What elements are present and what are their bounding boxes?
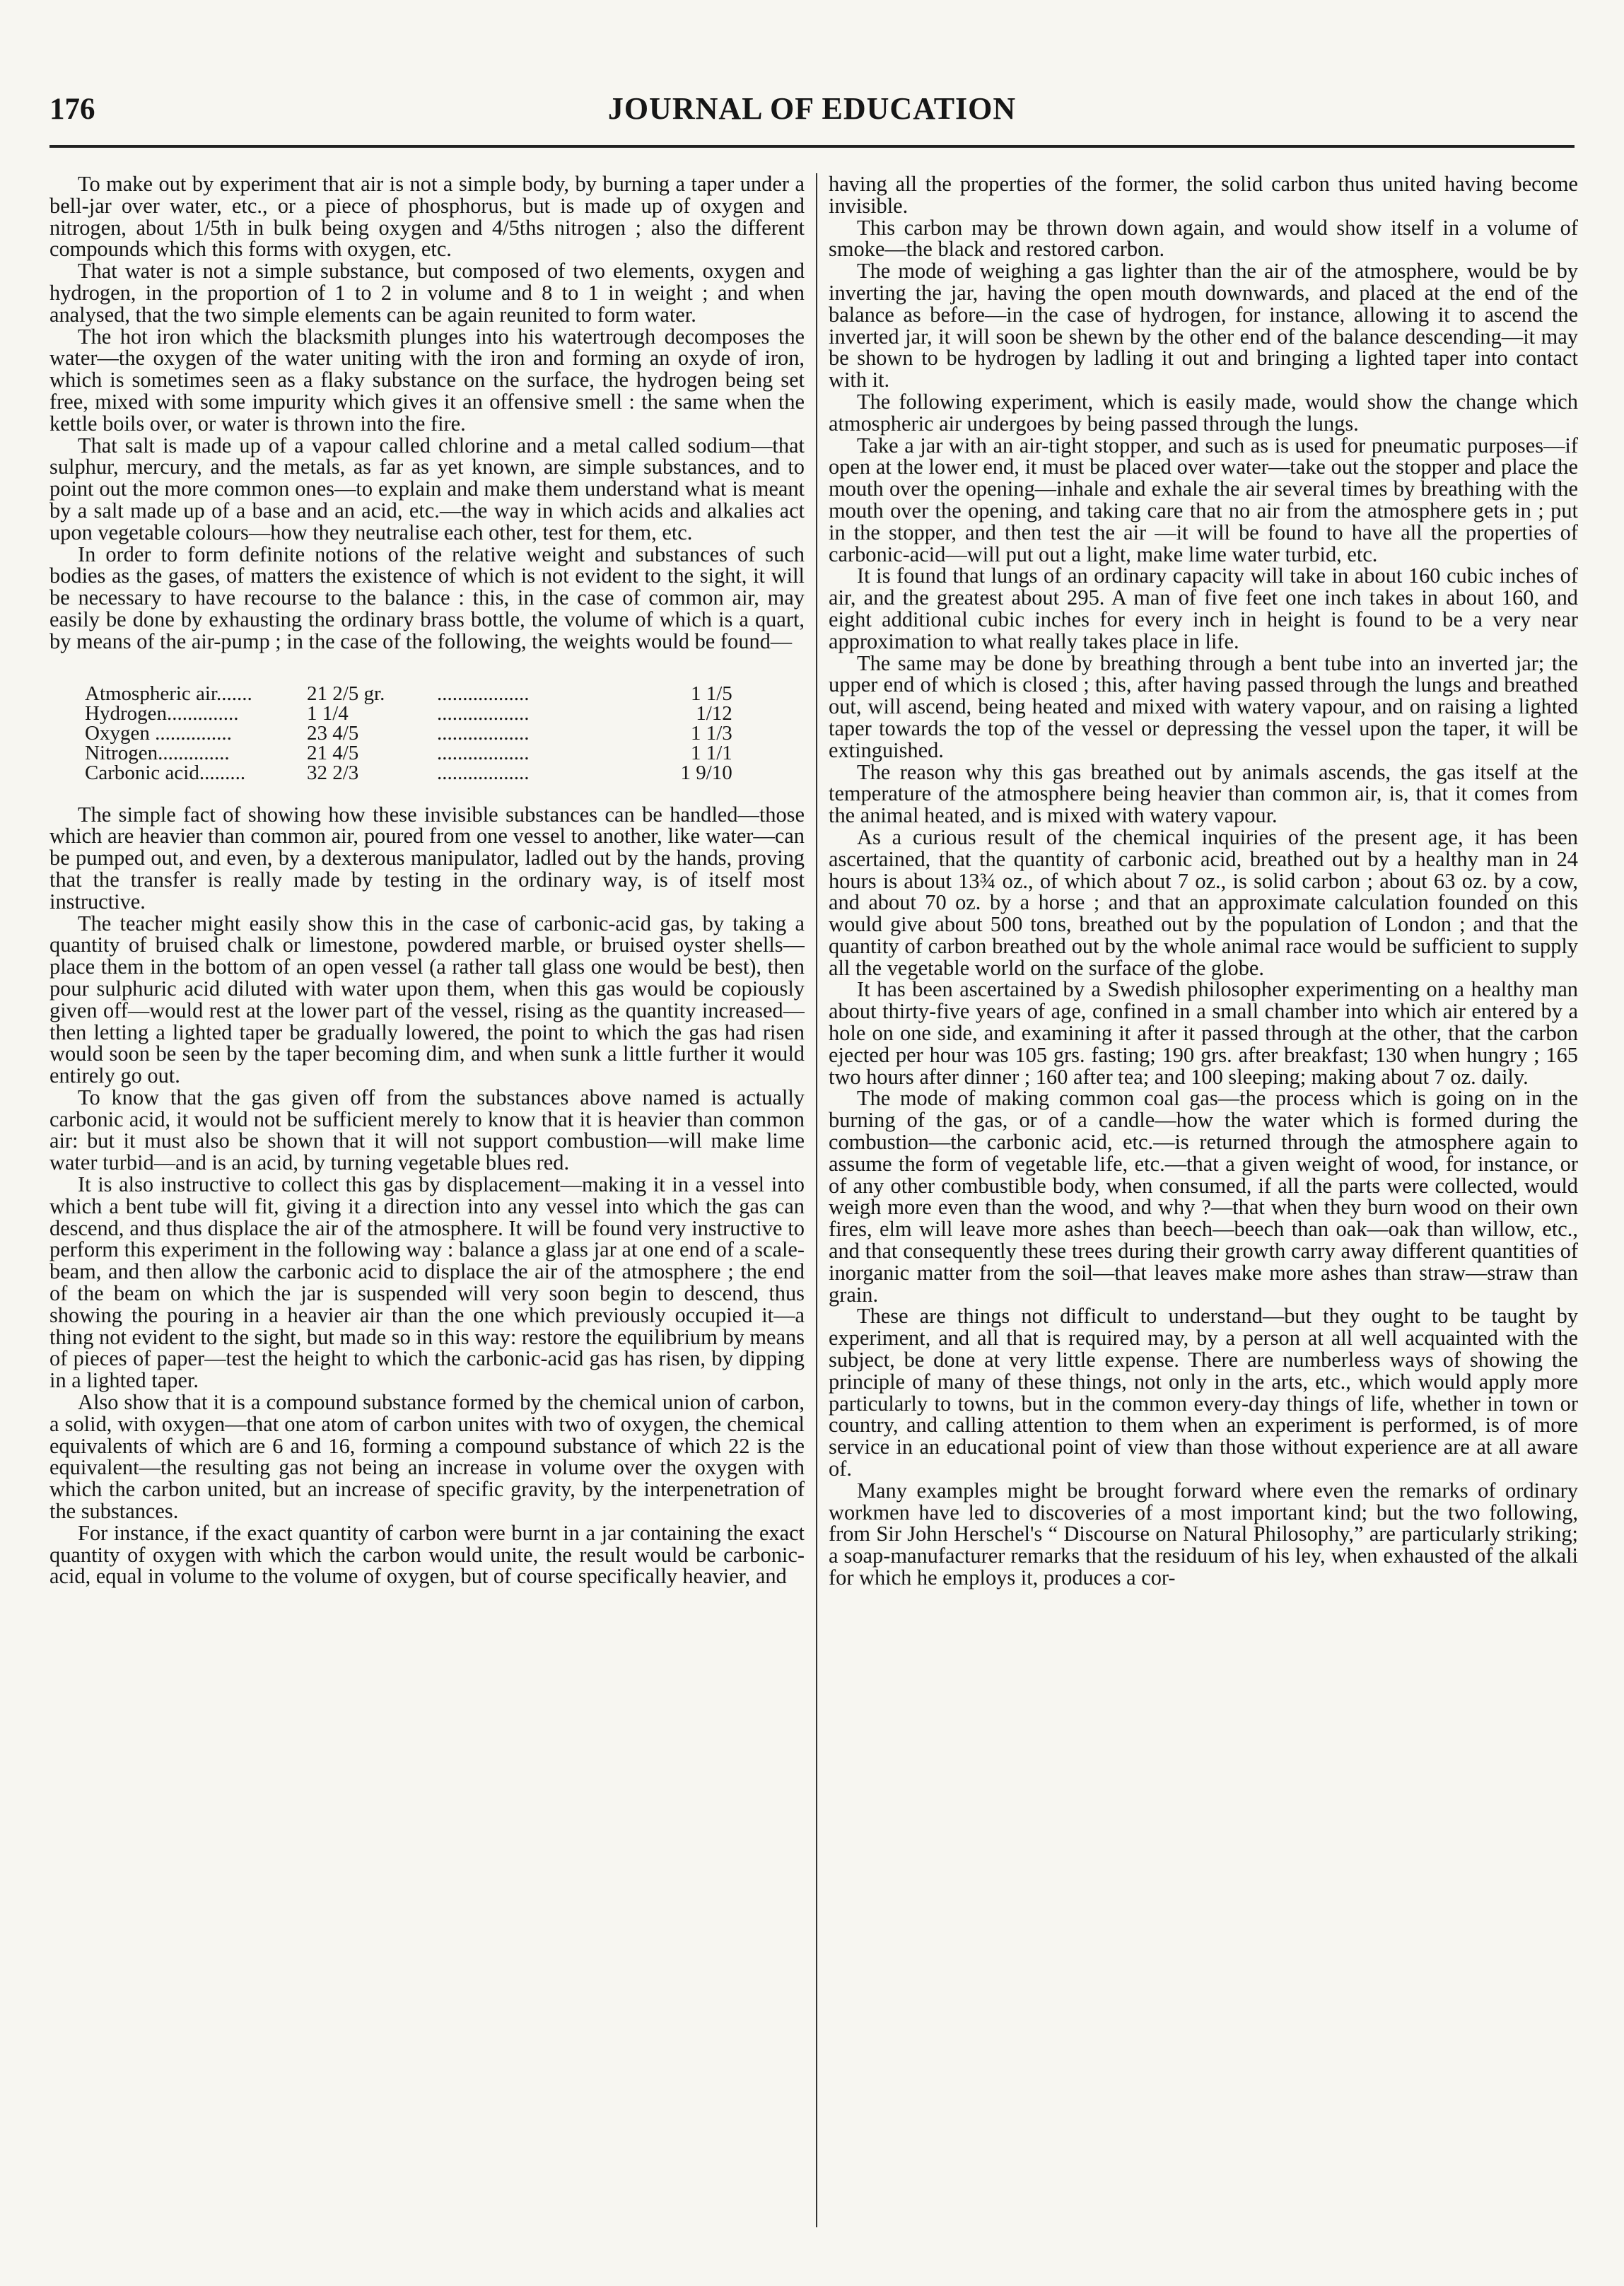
gas-name: Nitrogen..............	[85, 741, 230, 764]
header-rule	[49, 145, 1575, 148]
paragraph: It has been ascertained by a Swedish philosopher experimenting on a healthy man about thirty-five years of age, confined in a small chamber into which air entered by a hole on one side, and examining it after it passed through at the other, that the carbon ejected per hour was 105 grs. fasting; 190 grs. after breakfast; 130 when hungry ; 165 two hours after dinner ; 160 after tea; and 100 sleeping; making about 7 oz. daily.	[829, 977, 1578, 1089]
paragraph: The mode of weighing a gas lighter than the air of the atmosphere, would be by inverting the jar, having the open mouth downwards, and placed at the end of the balance as before—in the case of hydrogen, for instance, allowing it to ascend the inverted jar, it will soon be shewn by the other end of the balance descending—it may be shown to be hydrogen by ladling it out and bringing a lighted taper into contact with it.	[829, 259, 1578, 392]
gas-weight: 32 2/3	[307, 761, 359, 784]
gas-ratio: 1 1/3	[691, 721, 732, 745]
paragraph: The simple fact of showing how these invisible substances can be handled—those which are heavier than common air, poured from one vessel to another, like water—can be pumped out, and even, by a dexterous manipulator, ladled out by the hands, proving that the transfer is really made by testing in the ordinary way, is of itself most instructive.	[49, 802, 805, 914]
running-head: JOURNAL OF EDUCATION	[607, 91, 1017, 126]
table-row	[85, 723, 742, 743]
page-number: 176	[49, 93, 95, 126]
gas-weight: 1 1/4	[307, 701, 349, 725]
leader-dots: ..................	[437, 682, 530, 705]
gas-name: Hydrogen..............	[85, 701, 239, 725]
paragraph: The reason why this gas breathed out by animals ascends, the gas itself at the temperature of the atmosphere being heavier than common air, is, that it comes from the animal heated, and is mixed with watery vapour.	[829, 759, 1578, 828]
paragraph: Take a jar with an air-tight stopper, and such as is used for pneumatic purposes—if open at the lower end, it must be placed over water—take out the stopper and place the mouth over the opening—inhale and exhale the air several times by breathing with the mouth over the opening, and taking care that no air from the atmosphere gets in ; put in the stopper, and then test the air —it will be found to have all the properties of carbonic-acid—will put out a light, make lime water turbid, etc.	[829, 433, 1578, 566]
gas-name: Oxygen ...............	[85, 721, 232, 745]
leader-dots: ..................	[437, 721, 530, 745]
gas-ratio: 1 9/10	[680, 761, 732, 784]
paragraph: It is also instructive to collect this gas by displacement—making it in a vessel into which a bent tube will fit, giving it a direction into any vessel into which the gas can descend, and thus displace the air of the atmosphere. It will be found very instructive to perform this experiment in the following way : balance a glass jar at one end of a scale-beam, and then allow the carbonic acid to displace the air of the atmosphere ; the end of the beam on which the jar is suspended will very soon begin to descend, thus showing the pouring in a heavier air than the one which previously occupied it—a thing not evident to the sight, but made so in this way: restore the equilibrium by means of pieces of paper—test the height to which the carbonic-acid gas has risen, by dipping in a lighted taper.	[49, 1172, 805, 1393]
gas-weight: 21 4/5	[307, 741, 359, 764]
paragraph: To know that the gas given off from the substances above named is actually carbonic acid, it would not be sufficient merely to know that it is heavier than common air: but it must also be shown that it will not support combustion—will make lime water turbid—and is an acid, by turning vegetable blues red.	[49, 1085, 805, 1175]
paragraph: This carbon may be thrown down again, and would show itself in a volume of smoke—the black and restored carbon.	[829, 215, 1578, 262]
paragraph: That water is not a simple substance, but composed of two elements, oxygen and hydrogen, in the proportion of 1 to 2 in volume and 8 to 1 in weight ; and when analysed, that the two simple elements can be again reunited to form water.	[49, 259, 805, 327]
paragraph: having all the properties of the former, the solid carbon thus united having become invisible.	[829, 173, 1578, 218]
table-row	[85, 743, 742, 763]
paragraph: The teacher might easily show this in the case of carbonic-acid gas, by taking a quantity of bruised chalk or limestone, powdered marble, or bruised oyster shells—place them in the bottom of an open vessel (a rather tall glass one would be best), then pour sulphuric acid diluted with water upon them, when this gas would be copiously given off—would rest at the lower part of the vessel, rising as the quantity increased—then letting a lighted taper be gradually lowered, the point to which the gas had risen would soon be seen by the taper becoming dim, and when sunk a little further it would entirely go out.	[49, 911, 805, 1088]
paragraph: The hot iron which the blacksmith plunges into his watertrough decomposes the water—the oxygen of the water uniting with the iron and forming an oxyde of iron, which is sometimes seen as a flaky substance on the surface, the hydrogen being set free, mixed with some impurity which gives it an offensive smell : the same when the kettle boils over, or water is thrown into the fire.	[49, 324, 805, 436]
paragraph: In order to form definite notions of the relative weight and substances of such bodies as the gases, of matters the existence of which is not evident to the sight, it will be necessary to have recourse to the balance : this, in the case of common air, may easily be done by exhausting the ordinary brass bottle, the volume of which is a quart, by means of the air-pump ; in the case of the following, the weights would be found—	[49, 542, 805, 653]
table-row	[85, 704, 742, 723]
paragraph: It is found that lungs of an ordinary capacity will take in about 160 cubic inches of air, and the greatest about 295. A man of five feet one inch takes in about 160, and eight additional cubic inches for every inch in height is found to be a very near approximation to what really takes place in life.	[829, 564, 1578, 653]
gas-weights-table	[85, 684, 742, 783]
gas-ratio: 1/12	[696, 701, 732, 725]
paragraph: To make out by experiment that air is not a simple body, by burning a taper under a bell-jar over water, etc., or a piece of phosphorus, but is made up of oxygen and nitrogen, about 1/5th in bulk being oxygen and 4/5ths nitrogen ; also the different compounds which this forms with oxygen, etc.	[49, 173, 805, 262]
paragraph: The same may be done by breathing through a bent tube into an inverted jar; the upper end of which is closed ; this, after having passed through the lungs and breathed out, will ascend, being heated and mixed with watery vapour, and on raising a lighted taper towards the top of the vessel or depressing the vessel upon the taper, it will be extinguished.	[829, 651, 1578, 762]
gas-ratio: 1 1/1	[691, 741, 732, 764]
table-row	[85, 684, 742, 704]
paragraph: Also show that it is a compound substance formed by the chemical union of carbon, a solid, with oxygen—that one atom of carbon unites with two of oxygen, the chemical equivalents of which are 6 and 16, forming a compound substance of which 22 is the equivalent—the resulting gas not being an increase in volume over the oxygen with which the carbon united, but an increase of specific gravity, by the interpenetration of the substances.	[49, 1390, 805, 1524]
leader-dots: ..................	[437, 761, 530, 784]
paragraph: As a curious result of the chemical inquiries of the present age, it has been ascertained, that the quantity of carbonic acid, breathed out by a healthy man in 24 hours is about 13¾ oz., of which about 7 oz., is solid carbon ; about 63 oz. by a cow, and about 70 oz. by a horse ; and that an approximate calculation founded on this would give about 500 tons, breathed out by the population of London ; and that the quantity of carbon breathed out by the whole animal race would be sufficient to supply all the vegetable world on the surface of the globe.	[829, 824, 1578, 980]
gas-name: Carbonic acid.........	[85, 761, 246, 784]
gas-weight: 23 4/5	[307, 721, 359, 745]
page-header	[49, 91, 1575, 140]
paragraph: The mode of making common coal gas—the process which is going on in the burning of the gas, or of a candle—how the water which is formed during the combustion—the carbonic acid, etc.—is returned through the atmosphere again to assume the form of vegetable life, etc.—that a given weight of wood, for instance, or of any other combustible body, when consumed, if all the parts were collected, would weigh more even than the wood, and why ?—that when they burn wood on their own fires, elm will leave more ashes than beech—beech than oak—oak than willow, etc., and that consequently these trees during their growth carry away different quantities of inorganic matter from the soil—that leaves make more ashes than straw—straw than grain.	[829, 1086, 1578, 1307]
paragraph: That salt is made up of a vapour called chlorine and a metal called sodium—that sulphur, mercury, and the metals, as far as yet known, are simple substances, and to point out the more common ones—to explain and make them understand what is meant by a salt made up of a base and an acid, etc.—the way in which acids and alkalies act upon vegetable colours—how they neutralise each other, test for them, etc.	[49, 433, 805, 544]
gas-name: Atmospheric air.......	[85, 682, 252, 705]
leader-dots: ..................	[437, 741, 530, 764]
paragraph: Many examples might be brought forward where even the remarks of ordinary workmen have led to discoveries of a most important kind; but the two following, from Sir John Herschel's “ Discourse on Natural Philosophy,” are particularly striking; a soap-manufacturer remarks that the residuum of his ley, when exhausted of the alkali for which he employs it, produces a cor-	[829, 1478, 1578, 1590]
gas-ratio: 1 1/5	[691, 682, 732, 705]
leader-dots: ..................	[437, 701, 530, 725]
gas-weight: 21 2/5 gr.	[307, 682, 385, 705]
table-row	[85, 763, 742, 783]
paragraph: These are things not difficult to understand—but they ought to be taught by experiment, and all that is required may, by a person at all well acquainted with the subject, be done at very little expense. There are numberless ways of showing the principle of many of these things, not only in the arts, etc., which would apply more particularly to towns, but in the common every-day things of life, whether in town or country, and calling attention to them when an experiment is performed, is of more service in an educational point of view than those without experience are at all aware of.	[829, 1304, 1578, 1481]
right-column	[829, 173, 1578, 2227]
column-divider	[816, 173, 817, 2227]
paragraph: The following experiment, which is easily made, would show the change which atmospheric air undergoes by being passed through the lungs.	[829, 389, 1578, 436]
left-column	[49, 173, 805, 2227]
paragraph: For instance, if the exact quantity of carbon were burnt in a jar containing the exact quantity of oxygen with which the carbon would unite, the result would be carbonic-acid, equal in volume to the volume of oxygen, but of course specifically heavier, and	[49, 1520, 805, 1589]
